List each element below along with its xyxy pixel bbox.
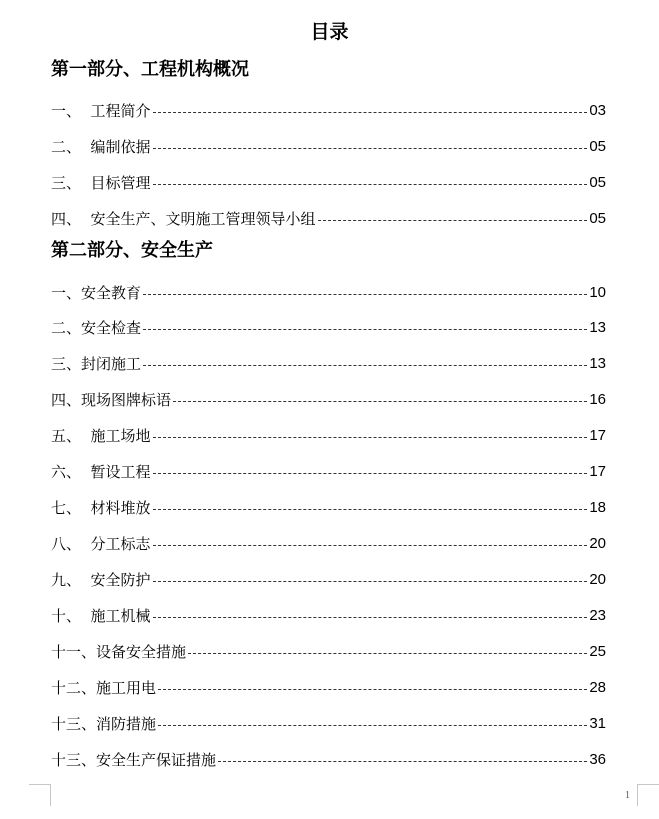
toc-entry-title: 封闭施工	[81, 355, 142, 373]
toc-entry[interactable]	[51, 316, 606, 338]
toc-entry-number: 一、	[51, 284, 82, 302]
toc-entry-number: 十三、	[51, 751, 97, 769]
toc-leader	[318, 220, 588, 221]
toc-leader	[218, 761, 587, 762]
toc-entry-number: 七、	[51, 499, 91, 517]
toc-entry-number: 二、	[51, 319, 82, 337]
toc-entry-number: 四、	[51, 210, 91, 228]
toc-leader	[173, 401, 587, 402]
toc-entry-number: 三、	[51, 355, 82, 373]
toc-entry-title: 设备安全措施	[96, 643, 187, 661]
toc-entry-page: 28	[589, 679, 606, 696]
toc-leader	[143, 294, 587, 295]
toc-entry-title: 安全教育	[81, 284, 142, 302]
toc-leader	[153, 581, 588, 582]
toc-entry-number: 三、	[51, 174, 91, 192]
toc-entry-number: 十三、	[51, 715, 97, 733]
toc-entry[interactable]	[51, 352, 606, 374]
toc-entry[interactable]	[51, 568, 606, 590]
toc-entry[interactable]	[51, 532, 606, 554]
toc-entry[interactable]	[51, 676, 606, 698]
toc-leader	[143, 329, 587, 330]
toc-entry-title: 施工场地	[90, 427, 151, 445]
toc-entry-page: 17	[589, 463, 606, 480]
toc-entry-number: 十、	[51, 607, 91, 625]
toc-entry-title: 施工用电	[96, 679, 157, 697]
toc-entry-number: 一、	[51, 102, 91, 120]
toc-entry[interactable]	[51, 424, 606, 446]
toc-entry-page: 05	[589, 210, 606, 227]
toc-entry[interactable]	[51, 99, 606, 121]
toc-entry[interactable]	[51, 604, 606, 626]
toc-entry-title: 工程简介	[90, 102, 151, 120]
toc-entry-page: 05	[589, 138, 606, 155]
toc-leader	[153, 437, 588, 438]
toc-entry-title: 安全生产保证措施	[96, 751, 217, 769]
toc-entry-number: 十二、	[51, 679, 97, 697]
toc-entry-title: 分工标志	[90, 535, 151, 553]
toc-entry-page: 20	[589, 535, 606, 552]
toc-entry-page: 05	[589, 174, 606, 191]
toc-entry-title: 安全生产、文明施工管理领导小组	[90, 210, 316, 228]
toc-entry-number: 五、	[51, 427, 91, 445]
toc-entry[interactable]	[51, 207, 606, 229]
toc-entry-title: 安全防护	[90, 571, 151, 589]
page-corner-mark-left	[29, 784, 51, 806]
toc-entry[interactable]	[51, 281, 606, 303]
toc-leader	[188, 653, 587, 654]
toc-entry-title: 材料堆放	[90, 499, 151, 517]
toc-entry-number: 六、	[51, 463, 91, 481]
toc-entry[interactable]	[51, 640, 606, 662]
toc-entry-page: 17	[589, 427, 606, 444]
toc-entry-title: 施工机械	[90, 607, 151, 625]
toc-entry-page: 36	[589, 751, 606, 768]
toc-leader	[158, 689, 587, 690]
toc-entry-title: 编制依据	[90, 138, 151, 156]
toc-entry-page: 13	[589, 319, 606, 336]
toc-entry-title: 目标管理	[90, 174, 151, 192]
section-title-part-1: 第一部分、工程机构概况	[51, 59, 249, 80]
toc-leader	[143, 365, 587, 366]
page-number: 1	[625, 790, 630, 801]
toc-entry[interactable]	[51, 712, 606, 734]
toc-leader	[153, 545, 588, 546]
toc-entry-page: 20	[589, 571, 606, 588]
toc-entry[interactable]	[51, 496, 606, 518]
toc-entry-page: 16	[589, 391, 606, 408]
toc-entry-page: 25	[589, 643, 606, 660]
toc-entry-number: 八、	[51, 535, 91, 553]
toc-entry-number: 四、	[51, 391, 82, 409]
toc-leader	[158, 725, 587, 726]
page-corner-mark-right	[637, 784, 659, 806]
toc-leader	[153, 184, 588, 185]
toc-entry-number: 二、	[51, 138, 91, 156]
toc-entry[interactable]	[51, 460, 606, 482]
toc-entry[interactable]	[51, 388, 606, 410]
toc-entry-page: 18	[589, 499, 606, 516]
toc-entry-page: 13	[589, 355, 606, 372]
toc-leader	[153, 509, 588, 510]
toc-entry-page: 03	[589, 102, 606, 119]
toc-leader	[153, 112, 588, 113]
toc-entry-number: 九、	[51, 571, 91, 589]
toc-entry-number: 十一、	[51, 643, 97, 661]
toc-entry-title: 现场图牌标语	[81, 391, 172, 409]
toc-entry-title: 安全检查	[81, 319, 142, 337]
toc-leader	[153, 148, 588, 149]
toc-leader	[153, 473, 588, 474]
toc-entry[interactable]	[51, 135, 606, 157]
section-title-part-2: 第二部分、安全生产	[51, 240, 213, 261]
toc-entry-page: 10	[589, 284, 606, 301]
toc-entry[interactable]	[51, 171, 606, 193]
toc-entry-page: 23	[589, 607, 606, 624]
toc-leader	[153, 617, 588, 618]
toc-entry-page: 31	[589, 715, 606, 732]
toc-entry[interactable]	[51, 748, 606, 770]
page-title: 目录	[310, 21, 349, 43]
toc-entry-title: 暂设工程	[90, 463, 151, 481]
toc-entry-title: 消防措施	[96, 715, 157, 733]
